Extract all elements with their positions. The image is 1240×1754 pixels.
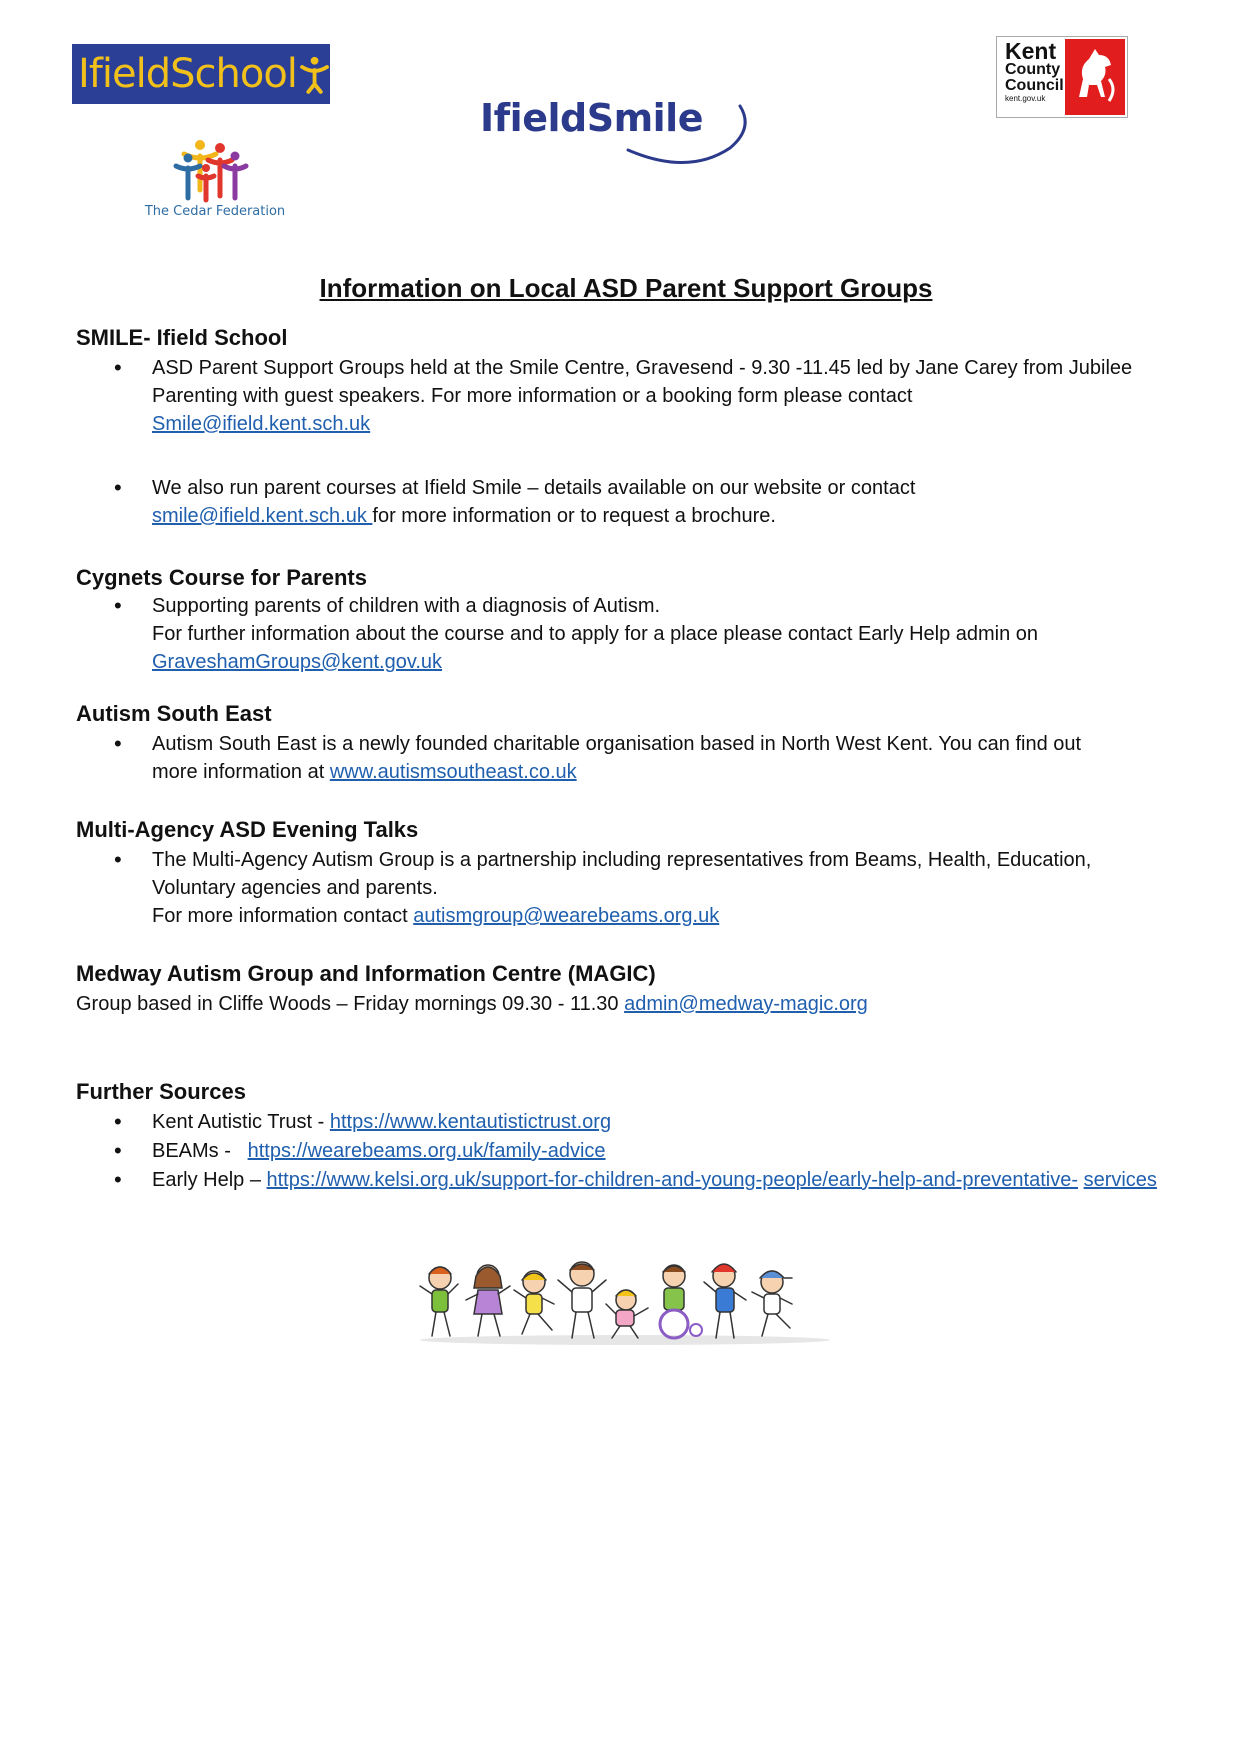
kcc-logo-line-3: Council (1005, 77, 1064, 94)
kcc-logo-line-2: County (1005, 61, 1061, 78)
ifield-school-logo-text-1: Ifield (78, 51, 171, 97)
smile-bullet-2-rest: for more information or to request a brochure. (372, 505, 776, 527)
ifield-school-logo-text-2: School (170, 51, 297, 97)
kcc-red-panel (1065, 39, 1125, 115)
cedar-federation-logo (140, 138, 290, 218)
list-item-smile-courses (152, 474, 1172, 530)
document-title: Information on Local ASD Parent Support Groups (319, 273, 933, 303)
autism-se-website-link[interactable]: www.autismsoutheast.co.uk (329, 761, 577, 783)
beams-label: BEAMs - (152, 1140, 248, 1162)
kent-autistic-trust-link[interactable]: https://www.kentautistictrust.org (329, 1111, 612, 1133)
early-help-link[interactable]: https://www.kelsi.org.uk/support-for-children-and-young-people/early-help-and-preventative- (266, 1169, 1079, 1191)
ifield-smile-logo (478, 92, 774, 172)
magic-description: Group based in Cliffe Woods – Friday mornings 09.30 - 11.30 (76, 993, 625, 1015)
cedar-figures-icon (140, 138, 290, 204)
white-horse-icon (1065, 39, 1125, 115)
section-heading-autism-south-east: Autism South East (76, 701, 272, 726)
list-item-cygnets (152, 592, 1172, 676)
autism-se-line-1: • Autism South East is a newly founded charitable organisation based in North West Kent. You can find out (152, 733, 1082, 755)
section-heading-smile: SMILE- Ifield School (76, 325, 288, 350)
multi-agency-email-link[interactable]: autismgroup@wearebeams.org.uk (413, 905, 720, 927)
section-heading-magic: Medway Autism Group and Information Centre (MAGIC) (76, 961, 656, 986)
kcc-logo-line-1: Kent (1005, 38, 1057, 64)
cygnets-line-1: • Supporting parents of children with a diagnosis of Autism. (152, 595, 661, 617)
cedar-federation-caption: The Cedar Federation (144, 204, 286, 219)
smile-bullet-2-line-1: • We also run parent courses at Ifield Smile – details available on our website or contact (152, 477, 916, 499)
magic-email-link[interactable]: admin@medway-magic.org (624, 993, 868, 1015)
children-illustration (412, 1256, 838, 1346)
section-heading-multi-agency: Multi-Agency ASD Evening Talks (76, 817, 419, 842)
early-help-label: Early Help – (152, 1169, 267, 1191)
list-item-beams (152, 1137, 1172, 1165)
cygnets-email-link[interactable]: GraveshamGroups@kent.gov.uk (152, 651, 443, 673)
smile-swoosh-icon (478, 92, 774, 172)
magic-text (76, 990, 868, 1018)
kent-autistic-trust-label: Kent Autistic Trust - (152, 1111, 330, 1133)
multi-agency-line-2: Voluntary agencies and parents. (152, 877, 438, 899)
section-heading-further-sources: Further Sources (76, 1079, 246, 1104)
smile-email-link[interactable]: Smile@ifield.kent.sch.uk (152, 413, 371, 435)
smile-bullet-1-line-1: • ASD Parent Support Groups held at the Smile Centre, Gravesend - 9.30 -11.45 led by Jane Carey from Jubilee (152, 357, 1133, 379)
person-figure-icon (299, 49, 330, 99)
kent-county-council-logo (996, 36, 1128, 118)
children-cartoon-icon (412, 1256, 838, 1346)
beams-link[interactable]: https://wearebeams.org.uk/family-advice (247, 1140, 606, 1162)
early-help-link-continued[interactable]: services (1083, 1169, 1157, 1191)
kcc-logo-line-4: kent.gov.uk (1005, 94, 1046, 103)
ifield-smile-logo-text: IfieldSmile (480, 96, 703, 140)
autism-se-line-2: more information at (152, 761, 330, 783)
ifield-school-logo (72, 44, 330, 104)
list-item-autism-south-east (152, 730, 1172, 786)
cygnets-line-2: For further information about the course and to apply for a place please contact Early Help admin on (152, 623, 1039, 645)
list-item-kent-autistic-trust (152, 1108, 1172, 1136)
multi-agency-line-1: • The Multi-Agency Autism Group is a partnership including representatives from Beams, Health, Education, (152, 849, 1092, 871)
smile-email-link-2[interactable]: smile@ifield.kent.sch.uk (152, 505, 373, 527)
multi-agency-line-3: For more information contact (152, 905, 414, 927)
section-heading-cygnets: Cygnets Course for Parents (76, 565, 367, 590)
smile-bullet-1-line-2: Parenting with guest speakers. For more information or a booking form please contact (152, 385, 913, 407)
list-item-smile-support-groups (152, 354, 1172, 438)
list-item-early-help (152, 1166, 1172, 1194)
list-item-multi-agency (152, 846, 1172, 930)
